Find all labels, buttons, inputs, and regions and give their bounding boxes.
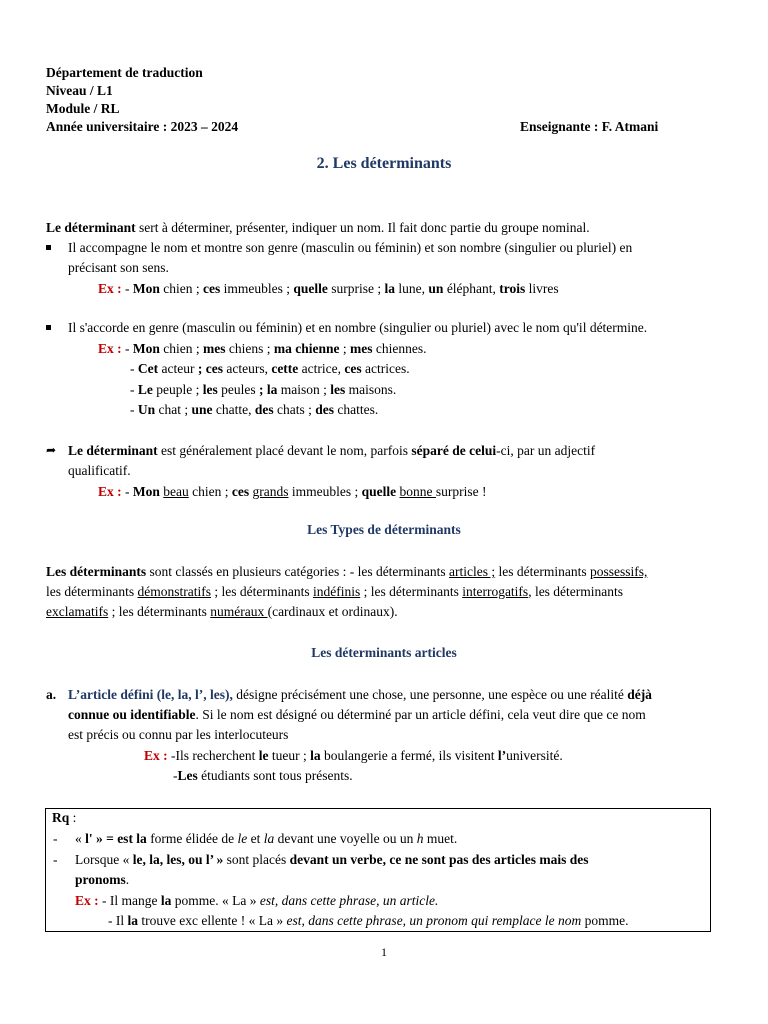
ex-text: maisons. bbox=[345, 382, 397, 397]
ex-adjective: beau bbox=[163, 484, 189, 499]
rq-bold: l' » = est la bbox=[85, 831, 147, 846]
intro-paragraph bbox=[46, 219, 590, 237]
ex-det: les bbox=[330, 382, 346, 397]
ex-italic: est, dans cette phrase, un article. bbox=[259, 893, 439, 908]
types-text: ; les déterminants bbox=[360, 584, 463, 599]
bullet2-example-2 bbox=[130, 360, 410, 378]
bullet2-example-1 bbox=[98, 340, 427, 358]
rq-italic: la bbox=[263, 831, 275, 846]
articles-heading: Les déterminants articles bbox=[311, 645, 457, 660]
ex-det: cette bbox=[271, 361, 299, 376]
rq-text: . bbox=[125, 872, 130, 887]
articles-bold: déjà bbox=[627, 687, 652, 702]
ex-det: ; ces bbox=[197, 361, 223, 376]
ex-text: - Il mange bbox=[98, 893, 161, 908]
rq-text: Lorsque « bbox=[75, 852, 133, 867]
ex-text: actrice, bbox=[298, 361, 345, 376]
ex-det: la bbox=[127, 913, 139, 928]
rq-bold: devant un verbe, ce ne sont pas des articles mais des bbox=[289, 852, 589, 867]
bullet1-line2: précisant son sens. bbox=[68, 260, 169, 275]
ex-text: - bbox=[130, 402, 138, 417]
types-text: les déterminants bbox=[495, 564, 591, 579]
ex-text: lune, bbox=[395, 281, 429, 296]
header-module: Module / RL bbox=[46, 101, 120, 116]
types-text: ; les déterminants bbox=[210, 584, 313, 599]
ex-det: Mon bbox=[132, 484, 160, 499]
bullet3-text: -ci, par un adjectif bbox=[496, 443, 596, 458]
rq-bold: pronoms bbox=[75, 872, 126, 887]
ex-det: quelle bbox=[361, 484, 397, 499]
ex-text: - bbox=[130, 361, 138, 376]
remark-dash-1: - bbox=[53, 831, 58, 846]
ex-text: - bbox=[130, 382, 138, 397]
ex-det: une bbox=[191, 402, 213, 417]
articles-bold: connue ou identifiable bbox=[68, 707, 196, 722]
type-exclamatifs: exclamatifs bbox=[46, 604, 109, 619]
bullet1-example bbox=[98, 280, 559, 298]
ex-adjective: bonne bbox=[399, 484, 436, 499]
bullet-square-1 bbox=[46, 245, 51, 250]
ex-det: l’ bbox=[497, 748, 507, 763]
header-level: Niveau / L1 bbox=[46, 83, 113, 98]
ex-text: immeubles ; bbox=[220, 281, 294, 296]
ex-det: mes bbox=[203, 341, 226, 356]
ex-text: peules bbox=[217, 382, 259, 397]
ex-text: -Ils recherchent bbox=[167, 748, 259, 763]
ex-det: ces bbox=[231, 484, 250, 499]
list-marker-a: a. bbox=[46, 687, 57, 702]
ex-text: tueur ; bbox=[268, 748, 311, 763]
ex-text: acteurs, bbox=[222, 361, 272, 376]
ex-det: Mon bbox=[132, 281, 160, 296]
ex-det: des bbox=[315, 402, 335, 417]
ex-det: Les bbox=[177, 768, 198, 783]
example-label: Ex : bbox=[75, 893, 99, 908]
ex-det: Cet bbox=[137, 361, 159, 376]
ex-text: chien ; bbox=[159, 281, 203, 296]
ex-det: Mon bbox=[132, 341, 160, 356]
page-number: 1 bbox=[381, 945, 387, 959]
ex-det: la bbox=[160, 893, 172, 908]
ex-det: ma chienne bbox=[273, 341, 340, 356]
bullet2-example-4 bbox=[130, 401, 378, 419]
types-text: , les déterminants bbox=[528, 584, 624, 599]
ex-text: ; bbox=[339, 341, 351, 356]
ex-det: le bbox=[258, 748, 269, 763]
bullet3-line1 bbox=[68, 442, 595, 460]
types-line1 bbox=[46, 563, 647, 581]
bullet1-line1: Il accompagne le nom et montre son genre (masculin ou féminin) et son nombre (singulier ou pluriel) en bbox=[68, 240, 633, 255]
ex-text: université. bbox=[506, 748, 563, 763]
ex-text: éléphant, bbox=[443, 281, 500, 296]
ex-text: peuple ; bbox=[152, 382, 203, 397]
remark-dash-2: - bbox=[53, 852, 58, 867]
ex-text: livres bbox=[525, 281, 559, 296]
ex-text: chiennes. bbox=[372, 341, 427, 356]
remark-label bbox=[52, 809, 76, 827]
articles-example-1 bbox=[144, 747, 563, 765]
remark-colon: : bbox=[69, 810, 77, 825]
ex-det: quelle bbox=[293, 281, 328, 296]
intro-text: sert à déterminer, présenter, indiquer un nom. Il fait donc partie du groupe nominal. bbox=[135, 220, 590, 235]
rq-text: « bbox=[75, 831, 86, 846]
article-defini-term: L’article défini (le, la, l’, les), bbox=[68, 687, 233, 702]
ex-text: chats ; bbox=[273, 402, 316, 417]
header-teacher: Enseignante : F. Atmani bbox=[520, 119, 659, 134]
type-interrogatifs: interrogatifs bbox=[462, 584, 529, 599]
example-label: Ex : bbox=[98, 281, 122, 296]
remark-example-2 bbox=[108, 912, 629, 930]
rq-text: sont placés bbox=[223, 852, 290, 867]
type-articles: articles ; bbox=[449, 564, 496, 579]
remark-example-1 bbox=[75, 892, 438, 910]
articles-example-2 bbox=[173, 767, 353, 785]
bullet3-bold: séparé de celui bbox=[411, 443, 497, 458]
ex-det: ces bbox=[203, 281, 221, 296]
types-text: les déterminants bbox=[46, 584, 138, 599]
ex-det: Un bbox=[137, 402, 156, 417]
ex-det: ces bbox=[344, 361, 362, 376]
articles-line3: est précis ou connu par les interlocuteurs bbox=[68, 727, 289, 742]
type-indefinis: indéfinis bbox=[312, 584, 361, 599]
ex-det: les bbox=[202, 382, 218, 397]
articles-text: . Si le nom est désigné ou déterminé par un article défini, cela veut dire que ce nom bbox=[195, 707, 646, 722]
ex-text: acteur bbox=[158, 361, 198, 376]
ex-adjective: grands bbox=[252, 484, 289, 499]
ex-det: la bbox=[310, 748, 321, 763]
ex-text: pomme. bbox=[581, 913, 629, 928]
rq-text: devant une voyelle ou un bbox=[274, 831, 417, 846]
ex-text: - bbox=[125, 281, 133, 296]
ex-italic: est, dans cette phrase, un pronom qui remplace le nom bbox=[286, 913, 582, 928]
ex-text: - bbox=[125, 484, 133, 499]
bullet3-line2: qualificatif. bbox=[68, 463, 131, 478]
ex-text: chien ; bbox=[188, 484, 232, 499]
ex-text: étudiants sont tous présents. bbox=[197, 768, 353, 783]
bullet3-example bbox=[98, 483, 487, 501]
types-line3 bbox=[46, 603, 398, 621]
rq-italic: le bbox=[237, 831, 248, 846]
header-department: Département de traduction bbox=[46, 65, 203, 80]
articles-text: désigne précisément une chose, une personne, une espèce ou une réalité bbox=[232, 687, 628, 702]
arrow-bullet-icon: ➦ bbox=[46, 443, 57, 457]
bullet2-example-3 bbox=[130, 381, 396, 399]
ex-det: mes bbox=[350, 341, 373, 356]
ex-text: - bbox=[125, 341, 133, 356]
rq-italic: h bbox=[416, 831, 424, 846]
header-year: Année universitaire : 2023 – 2024 bbox=[46, 119, 239, 134]
example-label: Ex : bbox=[144, 748, 168, 763]
example-label: Ex : bbox=[98, 484, 122, 499]
types-line2 bbox=[46, 583, 623, 601]
rq-text: et bbox=[247, 831, 264, 846]
bullet2-line1: Il s'accorde en genre (masculin ou féminin) et en nombre (singulier ou pluriel) avec le nom qu'il détermine. bbox=[68, 320, 648, 335]
types-text: sont classés en plusieurs catégories : - les déterminants bbox=[146, 564, 450, 579]
ex-text: - bbox=[173, 768, 178, 783]
type-numeraux: numéraux bbox=[210, 604, 268, 619]
ex-text: boulangerie a fermé, ils visitent bbox=[320, 748, 498, 763]
types-term: Les déterminants bbox=[46, 564, 147, 579]
ex-text: actrices. bbox=[361, 361, 410, 376]
ex-text: pomme. « La » bbox=[171, 893, 260, 908]
bullet-square-2 bbox=[46, 325, 51, 330]
type-possessifs: possessifs, bbox=[590, 564, 648, 579]
ex-text: chiens ; bbox=[225, 341, 274, 356]
page-title: 2. Les déterminants bbox=[316, 155, 452, 172]
ex-det: Le bbox=[137, 382, 153, 397]
bullet3-term: Le déterminant bbox=[68, 443, 158, 458]
example-label: Ex : bbox=[98, 341, 122, 356]
ex-text: immeubles ; bbox=[288, 484, 362, 499]
intro-term: Le déterminant bbox=[46, 220, 136, 235]
ex-text: chattes. bbox=[334, 402, 379, 417]
rq-text: muet. bbox=[423, 831, 458, 846]
remark-item-1 bbox=[75, 830, 457, 848]
ex-text: surprise ; bbox=[327, 281, 385, 296]
ex-text: chatte, bbox=[212, 402, 255, 417]
ex-det: ; la bbox=[259, 382, 278, 397]
types-text: ; les déterminants bbox=[108, 604, 211, 619]
rq-text: forme élidée de bbox=[146, 831, 238, 846]
articles-line1 bbox=[68, 686, 652, 704]
articles-line2 bbox=[68, 706, 646, 724]
remark-item-2-line2 bbox=[75, 871, 129, 889]
type-demonstratifs: démonstratifs bbox=[137, 584, 211, 599]
ex-text: maison ; bbox=[277, 382, 331, 397]
ex-det: trois bbox=[499, 281, 526, 296]
remark-title: Rq bbox=[52, 810, 70, 825]
ex-det: la bbox=[384, 281, 396, 296]
bullet3-text: est généralement placé devant le nom, parfois bbox=[157, 443, 412, 458]
ex-text: chat ; bbox=[155, 402, 192, 417]
ex-det: un bbox=[428, 281, 444, 296]
types-heading: Les Types de déterminants bbox=[307, 522, 461, 537]
ex-text: trouve exc ellente ! « La » bbox=[138, 913, 287, 928]
ex-text: - Il bbox=[108, 913, 128, 928]
rq-bold: le, la, les, ou l’ » bbox=[132, 852, 224, 867]
types-text: (cardinaux et ordinaux). bbox=[267, 604, 398, 619]
ex-text: surprise ! bbox=[435, 484, 487, 499]
remark-item-2-line1 bbox=[75, 851, 589, 869]
ex-text: chien ; bbox=[159, 341, 203, 356]
ex-det: des bbox=[254, 402, 274, 417]
